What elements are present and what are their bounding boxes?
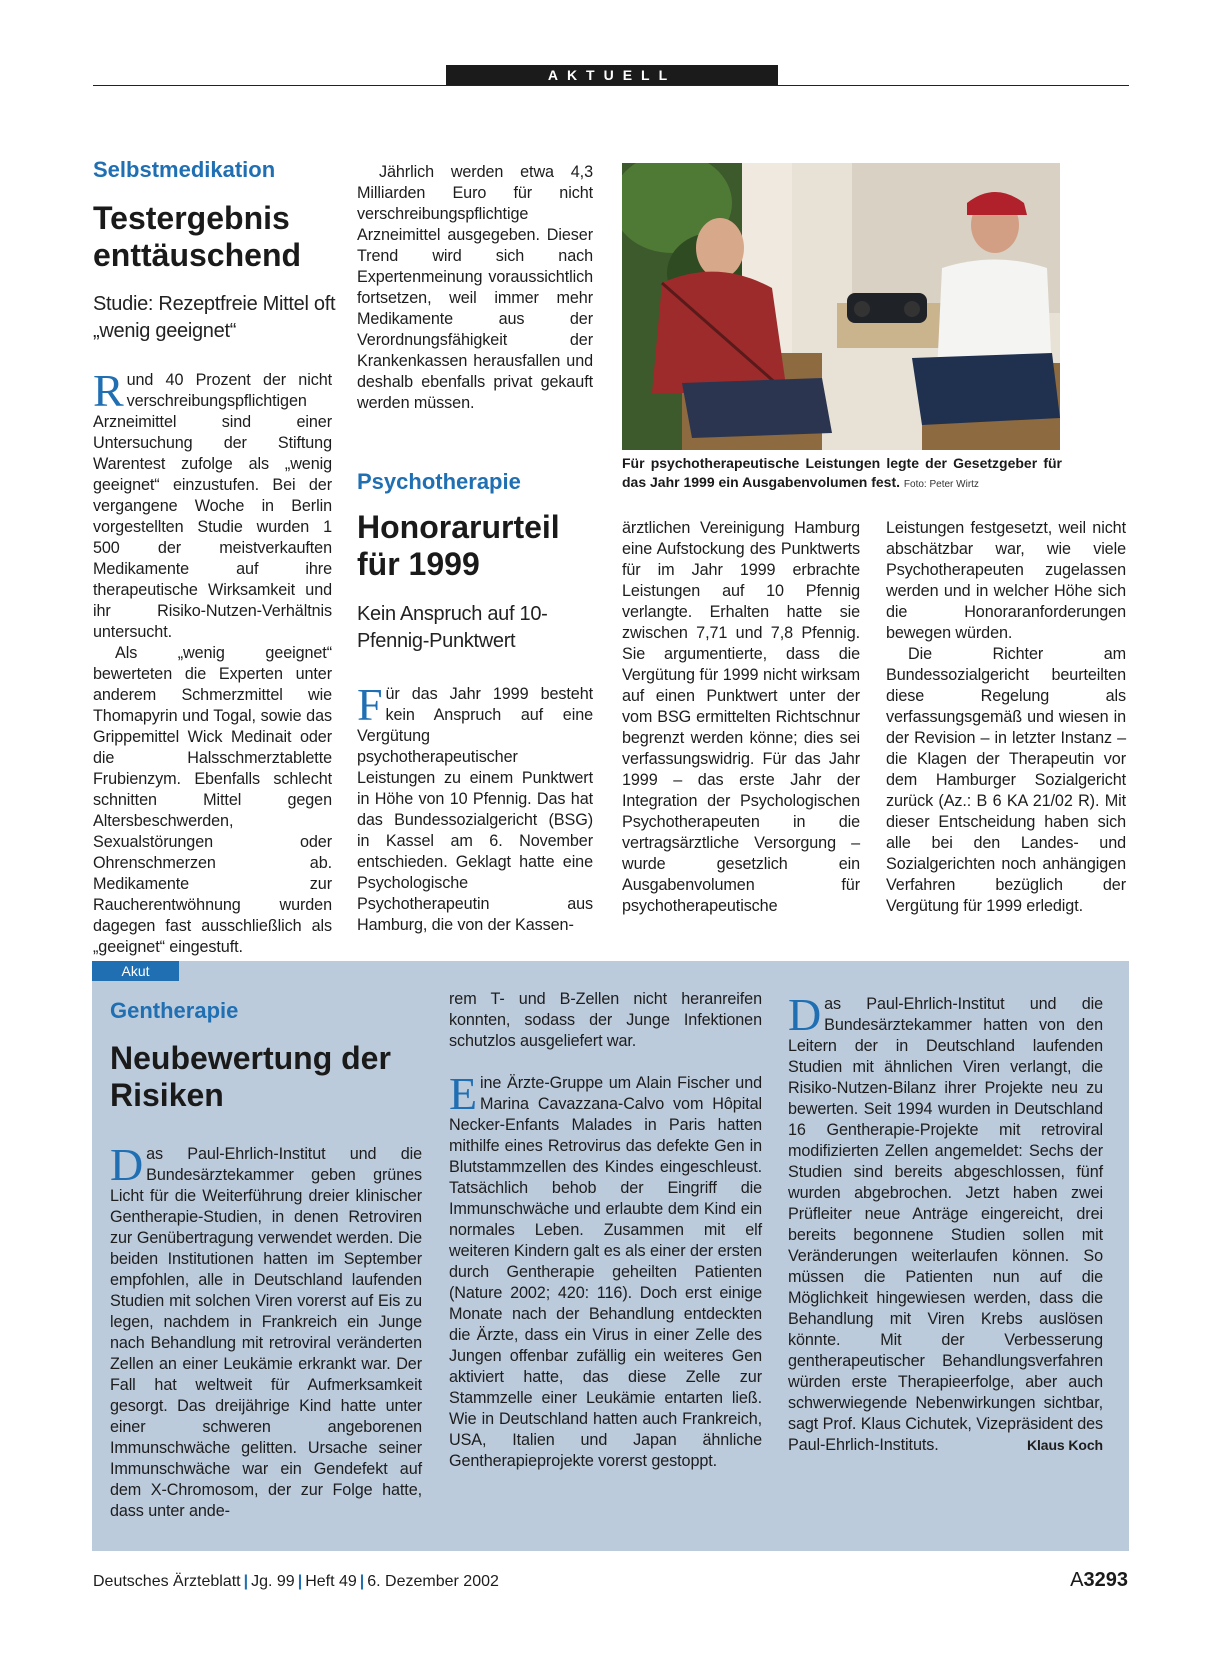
article1-col1 [93,365,332,958]
issue-date: 6. Dezember 2002 [367,1573,499,1590]
issue: Heft 49 [305,1573,357,1590]
article2-paragraph: Leistungen festgesetzt, weil nicht abschätzbar war, wie viele Psychotherapeuten zugelassen werden und in welcher Höhe sich die Honoraranforderungen bewegen würden. [886,519,1126,642]
footer [93,1573,499,1591]
dropcap: R [93,365,124,416]
box-paragraph: as Paul-Ehrlich-Institut und die Bundesärztekammer geben grünes Licht für die Weiterführung dreier klinischer Gentherapie-Studien, in denen Retroviren zur Genübertragung verwendet werden. Die beiden Institutionen hatten im September empfohlen, alle in Deutschland laufenden Studien mit solchen Viren vorerst auf Eis zu legen, nachdem in Frankreich ein Junge nach Behandlung mit retroviral veränderten Zellen an einer Leukämie erkrankt war. Der Fall hat weltweit für Aufmerksamkeit gesorgt. Das dreijährige Kind hatte unter einer schweren angeborenen Immunschwäche gelitten. Ursache seiner Immunschwäche war ein Gendefekt auf dem X-Chromosom, der zur Folge hatte, dass unter ande- [110,1145,422,1520]
photo-caption [622,454,1062,494]
section-label: AKTUELL [446,65,778,85]
dropcap: D [110,1139,144,1190]
akut-tag: Akut [92,961,179,981]
dropcap: F [357,679,383,730]
article1-subhead: Studie: Rezeptfreie Mittel oft „wenig geeignet“ [93,293,336,342]
article1-paragraph: Jährlich werden etwa 4,3 Milliarden Euro für nicht verschreibungspflichtige Arzneimittel ausgegeben. Dieser Trend wird sich nach Expertenmeinung voraussichtlich fortsetzen, weil immer mehr Medikamente aus der Verordnungsfähigkeit der Krankenkassen herausfallen und deshalb ebenfalls privat gekauft werden müssen. [357,163,593,412]
article2-paragraph: ür das Jahr 1999 besteht kein Anspruch auf eine Vergütung psychotherapeutischer Leistungen zu einem Punktwert in Höhe von 10 Pfennig. Das hat das Bundessozialgericht (BSG) in Kassel am 6. November entschieden. Geklagt hatte eine Psychologische Psychotherapeutin aus Hamburg, die von der Kassen- [357,685,593,934]
footer-separator: | [297,1573,303,1590]
box-col2 [449,989,762,1472]
author-name: Klaus Koch [1026,1437,1103,1453]
article1-paragraph: und 40 Prozent der nicht verschreibungspflichtigen Arzneimittel sind einer Untersuchung der Stiftung Warentest zufolge als „wenig geeignet“ einzustufen. Bei der vergangene Woche in Berlin vorgestellten Studie wurden 1 500 der meistverkauften Medikamente auf ihre therapeutische Wirksamkeit und ihr Risiko-Nutzen-Verhältnis untersucht. [93,371,332,641]
footer-separator: | [243,1573,249,1590]
article1-headline: Testergebnis enttäuschend [93,200,302,273]
article1-col2 [357,162,593,414]
box-paragraph: as Paul-Ehrlich-Institut und die Bundesärztekammer hatten von den Leitern der in Deutschland laufenden Studien mit ähnlichen Viren verlangt, die Risiko-Nutzen-Bilanz ihrer Projekte neu zu bewerten. Seit 1994 wurden in Deutschland 16 Gentherapie-Projekte mit retroviral modifizierten Zellen angemeldet: Sechs der Studien sind bereits abgeschlossen, fünf wurden abgebrochen. Jetzt haben zwei Prüfleiter neue Anträge eingereicht, drei bereits begonnene Studien sollen mit Veränderungen weiterlaufen können. So müssen die Patienten nun auf die Möglichkeit hingewiesen werden, dass die Behandlung mit Viren Krebs auslösen könnte. Mit der Verbesserung gentherapeutischer Behandlungsverfahren würden erste Therapieerfolge, aber auch schwerwiegende Nebenwirkungen sichtbar, sagt Prof. Klaus Cichutek, Vizepräsident des Paul-Ehrlich-Instituts. [788,995,1103,1454]
caption-text: Für psychotherapeutische Leistungen legte der Gesetzgeber für das Jahr 1999 ein Ausgabenvolumen fest. [622,455,1062,490]
volume: Jg. 99 [251,1573,295,1590]
box-paragraph: rem T- und B-Zellen nicht heranreifen konnten, sodass der Junge Infektionen schutzlos ausgeliefert war. [449,990,762,1050]
article2-paragraph: Die Richter am Bundessozialgericht beurteilten diese Regelung als verfassungsgemäß und wiesen in der Revision – in letzter Instanz – die Klagen der Therapeutin vor dem Hamburger Sozialgericht zurück (Az.: B 6 KA 21/02 R). Mit dieser Entscheidung haben sich alle bei den Landes- und Sozialgerichten noch anhängigen Verfahren bezüglich der Vergütung für 1999 erledigt. [886,645,1126,915]
page-prefix: A [1070,1569,1084,1591]
header-rule [93,85,1129,86]
box-paragraph: ine Ärzte-Gruppe um Alain Fischer und Marina Cavazzana-Calvo vom Hôpital Necker-Enfants Malades in Paris hatten mithilfe eines Retrovirus das defekte Gen in Blutstammzellen des Kindes eingeschleust. Tatsächlich behob der Eingriff die Immunschwäche und erlaubte dem Kind ein normales Leben. Zusammen mit elf weiteren Kindern galt es als einer der ersten durch Gentherapie geheilten Patienten (Nature 2002; 420: 116). Doch erst einige Monate nach der Behandlung entdeckten die Ärzte, dass ein Virus in einer Zelle des Jungen offenbar zufällig ein weiteres Gen aktiviert hatte, das diese Zelle zur Stammzelle einer Leukämie entarten ließ. Wie in Deutschland hatten auch Frankreich, USA, Italien und Japan ähnliche Gentherapieprojekte vorerst gestoppt. [449,1074,762,1470]
photo-illustration [622,163,1060,450]
footer-separator: | [359,1573,365,1590]
article2-headline: Honorarurteil für 1999 [357,509,560,582]
dropcap: E [449,1068,477,1119]
article2-col3 [886,518,1126,917]
photo-credit: Foto: Peter Wirtz [903,479,979,490]
dropcap: D [788,989,822,1040]
article2-subhead: Kein Anspruch auf 10-Pfennig-Punktwert [357,603,548,652]
page-number-value: 3293 [1083,1569,1128,1591]
article2-kicker: Psychotherapie [357,469,521,494]
box-col1 [110,1139,422,1522]
box-col3 [788,989,1103,1456]
article1-kicker: Selbstmedikation [93,157,276,182]
photo [622,163,1060,450]
article2-col1 [357,679,593,936]
page-number [1070,1569,1128,1592]
article2-paragraph: ärztlichen Vereinigung Hamburg eine Aufstockung des Punktwerts für im Jahr 1999 erbrachte Leistungen auf 10 Pfennig verlangte. Erhalten hatte sie zwischen 7,71 und 7,8 Pfennig. Sie argumentierte, dass die Vergütung für 1999 nicht wirksam auf einen Punktwert unter der vom BSG ermittelten Richtschnur begrenzt werden könne; dies sei verfassungswidrig. Für das Jahr 1999 – das erste Jahr der Integration der Psychologischen Psychotherapeuten in die vertragsärztliche Versorgung – wurde gesetzlich ein Ausgabenvolumen für psychotherapeutische [622,519,860,915]
journal-name: Deutsches Ärzteblatt [93,1573,241,1590]
box-headline: Neubewertung der Risiken [110,1040,391,1113]
article2-col2 [622,518,860,917]
article1-paragraph: Als „wenig geeignet“ bewerteten die Experten unter anderem Schmerzmittel wie Thomapyrin und Togal, sowie das Grippemittel Wick Medinait oder die Halsschmerztablette Frubienzym. Ebenfalls schlecht schnitten Mittel gegen Altersbeschwerden, Sexualstörungen oder Ohrenschmerzen ab. Medikamente zur Raucherentwöhnung wurden dagegen fast ausschließlich als „geeignet“ eingestuft. [93,644,332,956]
box-kicker: Gentherapie [110,998,239,1023]
